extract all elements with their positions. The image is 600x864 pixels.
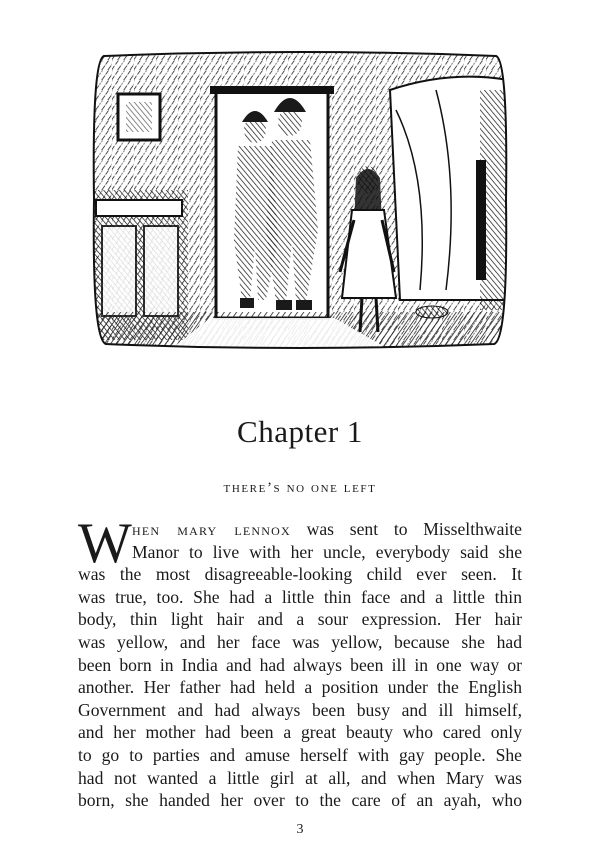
drop-cap: W	[78, 512, 132, 575]
opening-smallcaps: hen mary lennox	[132, 519, 291, 539]
text-line: to go to parties and amuse herself with gay people. She	[78, 744, 522, 765]
text-line: was yellow, and her face was yellow, because she had	[78, 631, 522, 652]
text-line: Government and had always been busy and ill himself,	[78, 699, 522, 720]
text-line: born, she handed her over to the care of an ayah, who	[78, 790, 522, 811]
text-line: was true, too. She had a little thin face and a little thin	[78, 586, 522, 607]
page-number: 3	[296, 822, 304, 837]
chapter-subtitle: there’s no one left	[223, 480, 377, 496]
text-line: was the most disagreeable-looking child ever seen. It	[78, 564, 522, 585]
body-text	[78, 512, 522, 812]
text-line: been born in India and had always been ill in one way or	[78, 654, 522, 675]
text-line: another. Her father had held a position under the English	[78, 677, 522, 698]
text-line: and her mother had been a great beauty who cared only	[78, 722, 522, 743]
text-line: Manor to live with her uncle, everybody said she	[132, 541, 522, 562]
text-line: body, thin light hair and a sour expression. Her hair	[78, 609, 522, 630]
text-line	[78, 518, 522, 541]
chapter-illustration	[90, 50, 510, 350]
chapter-title: Chapter 1	[237, 414, 363, 449]
illustration-image	[90, 50, 510, 350]
opening-rest: was sent to Misselthwaite	[290, 519, 522, 539]
text-line: had not wanted a little girl at all, and when Mary was	[78, 767, 522, 788]
